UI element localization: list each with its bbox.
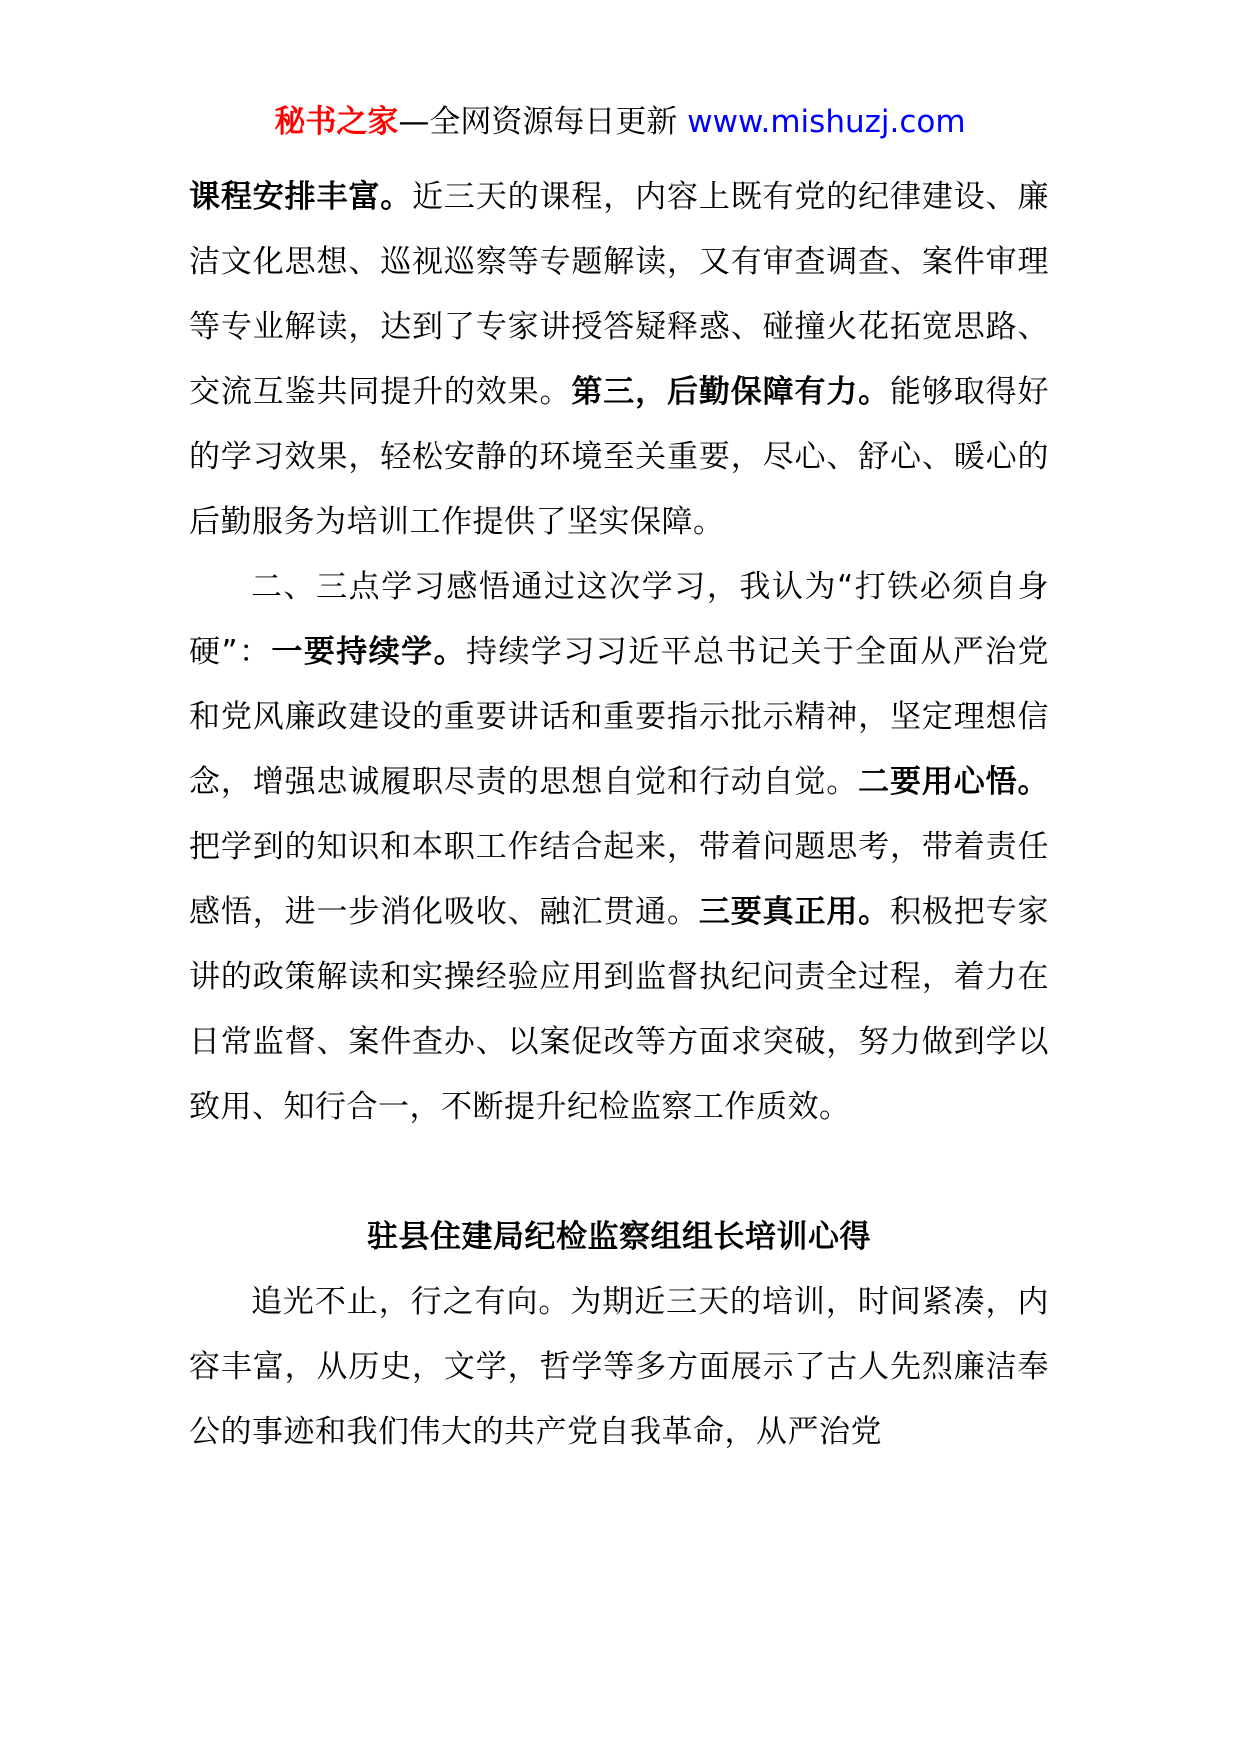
paragraph-text: 把学到的知识和本职工作结合起来，带着问题思考，带着责任感悟，进一步消化吸收、融汇贯通。 (189, 829, 1049, 930)
bold-phrase: 课程安排丰富。 (189, 179, 413, 215)
bold-phrase: 第三，后勤保障有力。 (571, 374, 891, 410)
paragraph-text: 积极把专家讲的政策解读和实操经验应用到监督执纪问责全过程，着力在日常监督、案件查办、以案促改等方面求突破，努力做到学以致用、知行合一，不断提升纪检监察工作质效。 (189, 894, 1050, 1125)
site-header (0, 100, 1240, 144)
paragraph-text: 持续学习习近平总书记关于全面从严治党和党风廉政建设的重要讲话和重要指示批示精神，坚定理想信念，增强忠诚履职尽责的思想自觉和行动自觉。 (189, 634, 1050, 800)
site-url-link[interactable]: www.mishuzj.com (687, 104, 966, 140)
bold-phrase: 三要真正用。 (698, 894, 891, 930)
brand-name: 秘书之家 (274, 104, 399, 140)
paragraph-text: 能够取得好的学习效果，轻松安静的环境至关重要，尽心、舒心、暖心的后勤服务为培训工作提供了坚实保障。 (189, 374, 1050, 540)
section-spacer (189, 1140, 1049, 1205)
document-body (189, 165, 1049, 1465)
bold-phrase: 二要用心悟。 (858, 764, 1049, 800)
bold-phrase: 一要持续学。 (271, 634, 467, 670)
article-title: 驻县住建局纪检监察组组长培训心得 (367, 1219, 871, 1255)
paragraph-text: 近三天的课程，内容上既有党的纪律建设、廉洁文化思想、巡视巡察等专题解读，又有审查调查、案件审理等专业解读，达到了专家讲授答疑释惑、碰撞火花拓宽思路、交流互鉴共同提升的效果。 (189, 179, 1050, 410)
paragraph-course-logistics (189, 165, 1049, 555)
article-paragraph: 追光不止，行之有向。为期近三天的培训，时间紧凑，内容丰富，从历史，文学，哲学等多方面展示了古人先烈廉洁奉公的事迹和我们伟大的共产党自我革命，从严治党 (189, 1284, 1049, 1450)
header-tagline: —全网资源每日更新 (398, 104, 678, 140)
paragraph-text: 二、三点学习感悟通过这次学习，我认为“打铁必须自身硬”： (189, 569, 1049, 670)
paragraph-study-insights (189, 555, 1049, 1140)
